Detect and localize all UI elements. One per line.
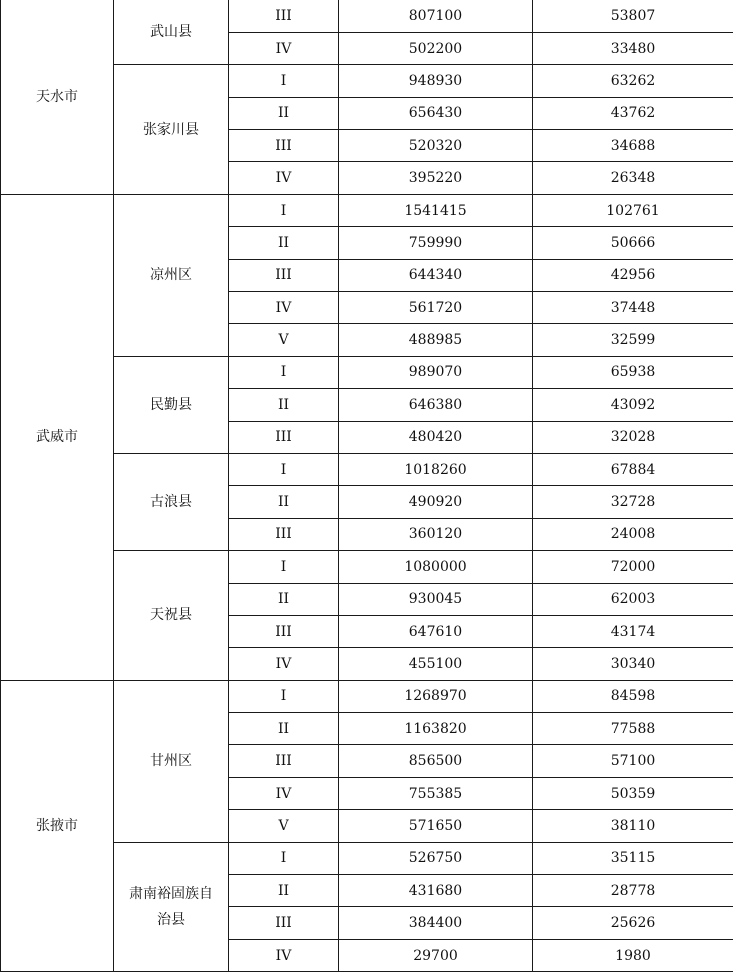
value-cell-1: 647610 (339, 615, 533, 647)
county-name: 张家川县 (143, 121, 199, 138)
grade-cell: IV (229, 162, 339, 194)
value-cell-1: 1268970 (339, 680, 533, 712)
county-name: 肃南裕固族自治县 (129, 885, 213, 928)
county-name: 民勤县 (150, 396, 192, 413)
value-cell-2: 43092 (533, 389, 733, 421)
value-cell-2: 63262 (533, 65, 733, 97)
grade-cell: II (229, 875, 339, 907)
value-cell-2: 32028 (533, 421, 733, 453)
value-cell-2: 62003 (533, 583, 733, 615)
value-cell-1: 759990 (339, 227, 533, 259)
value-cell-1: 755385 (339, 777, 533, 809)
grade-cell: III (229, 615, 339, 647)
table-row (1, 194, 733, 226)
grade-cell: II (229, 486, 339, 518)
value-cell-2: 28778 (533, 875, 733, 907)
value-cell-1: 948930 (339, 65, 533, 97)
city-cell: 张掖市 (1, 680, 114, 972)
value-cell-1: 644340 (339, 259, 533, 291)
value-cell-2: 72000 (533, 551, 733, 583)
value-cell-2: 43762 (533, 97, 733, 129)
value-cell-1: 1080000 (339, 551, 533, 583)
value-cell-1: 856500 (339, 745, 533, 777)
value-cell-2: 37448 (533, 292, 733, 324)
grade-cell: IV (229, 32, 339, 64)
grade-cell: I (229, 842, 339, 874)
grade-cell: I (229, 680, 339, 712)
county-name: 武山县 (150, 24, 192, 41)
grade-cell: V (229, 324, 339, 356)
value-cell-2: 1980 (533, 939, 733, 971)
county-cell (114, 551, 229, 681)
value-cell-2: 35115 (533, 842, 733, 874)
grade-cell: III (229, 0, 339, 32)
value-cell-1: 395220 (339, 162, 533, 194)
county-cell (114, 453, 229, 550)
grade-cell: I (229, 453, 339, 485)
value-cell-1: 646380 (339, 389, 533, 421)
county-cell (114, 194, 229, 356)
city-cell: 武威市 (1, 194, 114, 680)
value-cell-1: 930045 (339, 583, 533, 615)
value-cell-2: 34688 (533, 130, 733, 162)
value-cell-1: 526750 (339, 842, 533, 874)
table-row (1, 0, 733, 32)
value-cell-1: 455100 (339, 648, 533, 680)
value-cell-2: 84598 (533, 680, 733, 712)
county-name: 凉州区 (150, 267, 192, 284)
value-cell-1: 502200 (339, 32, 533, 64)
grade-cell: II (229, 389, 339, 421)
grade-cell: IV (229, 939, 339, 971)
value-cell-1: 384400 (339, 907, 533, 939)
county-cell (114, 842, 229, 972)
table-body (1, 0, 733, 972)
value-cell-1: 520320 (339, 130, 533, 162)
value-cell-2: 33480 (533, 32, 733, 64)
grade-cell: II (229, 227, 339, 259)
value-cell-1: 656430 (339, 97, 533, 129)
grade-cell: III (229, 421, 339, 453)
grade-cell: V (229, 810, 339, 842)
city-cell: 天水市 (1, 0, 114, 194)
county-name: 天祝县 (150, 607, 192, 624)
value-cell-2: 65938 (533, 356, 733, 388)
county-cell (114, 680, 229, 842)
value-cell-2: 32728 (533, 486, 733, 518)
value-cell-2: 32599 (533, 324, 733, 356)
value-cell-2: 43174 (533, 615, 733, 647)
grade-cell: II (229, 713, 339, 745)
grade-cell: III (229, 259, 339, 291)
grade-cell: IV (229, 292, 339, 324)
value-cell-2: 30340 (533, 648, 733, 680)
value-cell-1: 431680 (339, 875, 533, 907)
value-cell-2: 50666 (533, 227, 733, 259)
value-cell-2: 25626 (533, 907, 733, 939)
value-cell-1: 807100 (339, 0, 533, 32)
county-cell (114, 356, 229, 453)
value-cell-1: 488985 (339, 324, 533, 356)
grade-cell: III (229, 907, 339, 939)
grade-cell: I (229, 65, 339, 97)
value-cell-1: 480420 (339, 421, 533, 453)
value-cell-1: 561720 (339, 292, 533, 324)
grade-cell: IV (229, 648, 339, 680)
value-cell-1: 571650 (339, 810, 533, 842)
value-cell-2: 102761 (533, 194, 733, 226)
value-cell-2: 38110 (533, 810, 733, 842)
grade-cell: I (229, 194, 339, 226)
value-cell-1: 360120 (339, 518, 533, 550)
value-cell-2: 50359 (533, 777, 733, 809)
value-cell-1: 1018260 (339, 453, 533, 485)
grade-cell: III (229, 130, 339, 162)
value-cell-2: 26348 (533, 162, 733, 194)
grade-cell: I (229, 356, 339, 388)
county-cell (114, 65, 229, 195)
value-cell-2: 77588 (533, 713, 733, 745)
value-cell-2: 53807 (533, 0, 733, 32)
county-cell (114, 0, 229, 65)
table-row (1, 680, 733, 712)
value-cell-2: 24008 (533, 518, 733, 550)
grade-cell: I (229, 551, 339, 583)
value-cell-1: 1541415 (339, 194, 533, 226)
value-cell-1: 490920 (339, 486, 533, 518)
grade-cell: III (229, 518, 339, 550)
value-cell-2: 42956 (533, 259, 733, 291)
county-name: 甘州区 (150, 753, 192, 770)
value-cell-2: 67884 (533, 453, 733, 485)
grade-cell: IV (229, 777, 339, 809)
grade-cell: II (229, 97, 339, 129)
value-cell-1: 989070 (339, 356, 533, 388)
county-name: 古浪县 (150, 494, 192, 511)
grade-cell: II (229, 583, 339, 615)
value-cell-1: 29700 (339, 939, 533, 971)
grade-cell: III (229, 745, 339, 777)
value-cell-2: 57100 (533, 745, 733, 777)
value-cell-1: 1163820 (339, 713, 533, 745)
